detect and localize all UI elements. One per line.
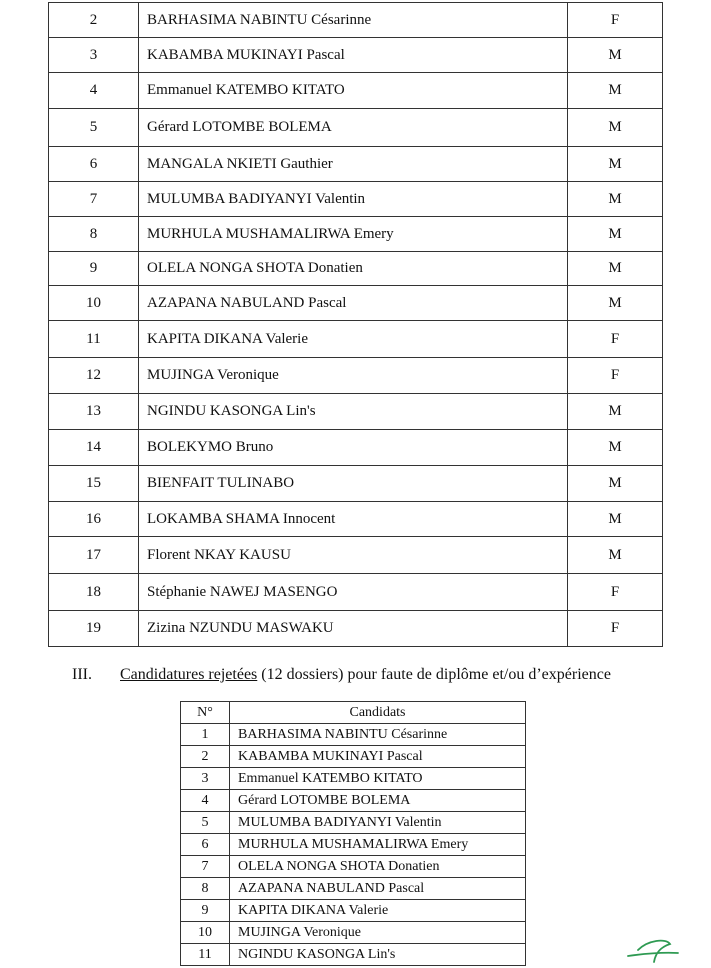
table-row xyxy=(49,358,663,394)
candidate-sex: F xyxy=(568,3,663,38)
candidate-sex: F xyxy=(568,574,663,611)
table-row xyxy=(181,944,526,966)
table-row xyxy=(181,746,526,768)
candidates-table xyxy=(48,2,663,647)
candidate-name: OLELA NONGA SHOTA Donatien xyxy=(139,252,568,286)
row-number: 11 xyxy=(181,944,230,966)
candidate-sex: M xyxy=(568,73,663,109)
candidate-name: MANGALA NKIETI Gauthier xyxy=(139,147,568,182)
candidate-name: Emmanuel KATEMBO KITATO xyxy=(139,73,568,109)
candidate-sex: M xyxy=(568,286,663,321)
candidate-name: MULUMBA BADIYANYI Valentin xyxy=(230,812,526,834)
row-number: 19 xyxy=(49,611,139,647)
candidate-name: MUJINGA Veronique xyxy=(139,358,568,394)
table-row xyxy=(49,466,663,502)
candidate-name: KABAMBA MUKINAYI Pascal xyxy=(139,38,568,73)
candidate-name: Gérard LOTOMBE BOLEMA xyxy=(230,790,526,812)
rejected-table-header xyxy=(181,702,526,724)
table-row xyxy=(49,147,663,182)
row-number: 8 xyxy=(49,217,139,252)
table-row xyxy=(49,286,663,321)
table-row xyxy=(181,878,526,900)
table-row xyxy=(181,834,526,856)
candidate-name: LOKAMBA SHAMA Innocent xyxy=(139,502,568,537)
table-row xyxy=(181,812,526,834)
row-number: 16 xyxy=(49,502,139,537)
table-row xyxy=(49,73,663,109)
table-row xyxy=(49,321,663,358)
row-number: 5 xyxy=(181,812,230,834)
candidate-name: Gérard LOTOMBE BOLEMA xyxy=(139,109,568,147)
row-number: 2 xyxy=(181,746,230,768)
row-number: 4 xyxy=(181,790,230,812)
candidate-name: MUJINGA Veronique xyxy=(230,922,526,944)
candidate-sex: M xyxy=(568,147,663,182)
candidate-sex: M xyxy=(568,109,663,147)
table-row xyxy=(181,768,526,790)
row-number: 13 xyxy=(49,394,139,430)
table-row xyxy=(49,217,663,252)
candidate-sex: M xyxy=(568,217,663,252)
table-row xyxy=(49,574,663,611)
candidate-name: Zizina NZUNDU MASWAKU xyxy=(139,611,568,647)
table-row xyxy=(49,537,663,574)
row-number: 5 xyxy=(49,109,139,147)
table-row xyxy=(49,430,663,466)
candidate-name: Emmanuel KATEMBO KITATO xyxy=(230,768,526,790)
initials-stroke xyxy=(628,941,678,962)
section-title-rest: (12 dossiers) pour faute de diplôme et/ou d’expérience xyxy=(257,666,611,683)
candidate-name: KAPITA DIKANA Valerie xyxy=(230,900,526,922)
row-number: 17 xyxy=(49,537,139,574)
candidate-sex: M xyxy=(568,38,663,73)
row-number: 6 xyxy=(181,834,230,856)
row-number: 1 xyxy=(181,724,230,746)
candidate-sex: M xyxy=(568,537,663,574)
row-number: 9 xyxy=(49,252,139,286)
candidate-name: Florent NKAY KAUSU xyxy=(139,537,568,574)
table-row xyxy=(49,502,663,537)
table-row xyxy=(181,900,526,922)
table-row xyxy=(49,611,663,647)
handwritten-initials xyxy=(622,932,682,966)
row-number: 8 xyxy=(181,878,230,900)
row-number: 7 xyxy=(49,182,139,217)
candidate-name: KAPITA DIKANA Valerie xyxy=(139,321,568,358)
row-number: 3 xyxy=(181,768,230,790)
candidate-sex: M xyxy=(568,182,663,217)
table-row xyxy=(181,856,526,878)
candidate-sex: M xyxy=(568,252,663,286)
candidate-name: MURHULA MUSHAMALIRWA Emery xyxy=(230,834,526,856)
candidate-sex: F xyxy=(568,611,663,647)
candidate-name: OLELA NONGA SHOTA Donatien xyxy=(230,856,526,878)
row-number: 14 xyxy=(49,430,139,466)
candidate-sex: M xyxy=(568,466,663,502)
table-row xyxy=(181,922,526,944)
candidate-name: MURHULA MUSHAMALIRWA Emery xyxy=(139,217,568,252)
row-number: 7 xyxy=(181,856,230,878)
section-title-underlined: Candidatures rejetées xyxy=(120,666,258,683)
section-heading xyxy=(72,666,611,684)
row-number: 6 xyxy=(49,147,139,182)
candidate-sex: M xyxy=(568,394,663,430)
table-header-row xyxy=(181,702,526,724)
candidate-name: AZAPANA NABULAND Pascal xyxy=(230,878,526,900)
table-row xyxy=(49,182,663,217)
candidate-name: MULUMBA BADIYANYI Valentin xyxy=(139,182,568,217)
row-number: 12 xyxy=(49,358,139,394)
candidate-sex: F xyxy=(568,321,663,358)
candidate-name: NGINDU KASONGA Lin's xyxy=(139,394,568,430)
table-row xyxy=(49,109,663,147)
candidate-name: Stéphanie NAWEJ MASENGO xyxy=(139,574,568,611)
candidate-name: KABAMBA MUKINAYI Pascal xyxy=(230,746,526,768)
column-header-candidates: Candidats xyxy=(230,702,526,724)
candidate-sex: F xyxy=(568,358,663,394)
candidate-name: NGINDU KASONGA Lin's xyxy=(230,944,526,966)
candidate-name: AZAPANA NABULAND Pascal xyxy=(139,286,568,321)
candidate-name: BARHASIMA NABINTU Césarinne xyxy=(230,724,526,746)
row-number: 10 xyxy=(49,286,139,321)
candidate-name: BARHASIMA NABINTU Césarinne xyxy=(139,3,568,38)
row-number: 9 xyxy=(181,900,230,922)
rejected-candidates-table xyxy=(180,701,526,966)
table-row xyxy=(49,252,663,286)
candidate-name: BIENFAIT TULINABO xyxy=(139,466,568,502)
table-row xyxy=(181,724,526,746)
table-row xyxy=(49,394,663,430)
column-header-number: N° xyxy=(181,702,230,724)
candidates-table-body xyxy=(49,3,663,647)
row-number: 10 xyxy=(181,922,230,944)
row-number: 15 xyxy=(49,466,139,502)
row-number: 3 xyxy=(49,38,139,73)
table-row xyxy=(49,3,663,38)
row-number: 18 xyxy=(49,574,139,611)
row-number: 2 xyxy=(49,3,139,38)
candidate-sex: M xyxy=(568,430,663,466)
section-number: III. xyxy=(72,666,92,683)
candidate-sex: M xyxy=(568,502,663,537)
table-row xyxy=(49,38,663,73)
row-number: 4 xyxy=(49,73,139,109)
rejected-table-body xyxy=(181,724,526,966)
row-number: 11 xyxy=(49,321,139,358)
candidate-name: BOLEKYMO Bruno xyxy=(139,430,568,466)
table-row xyxy=(181,790,526,812)
